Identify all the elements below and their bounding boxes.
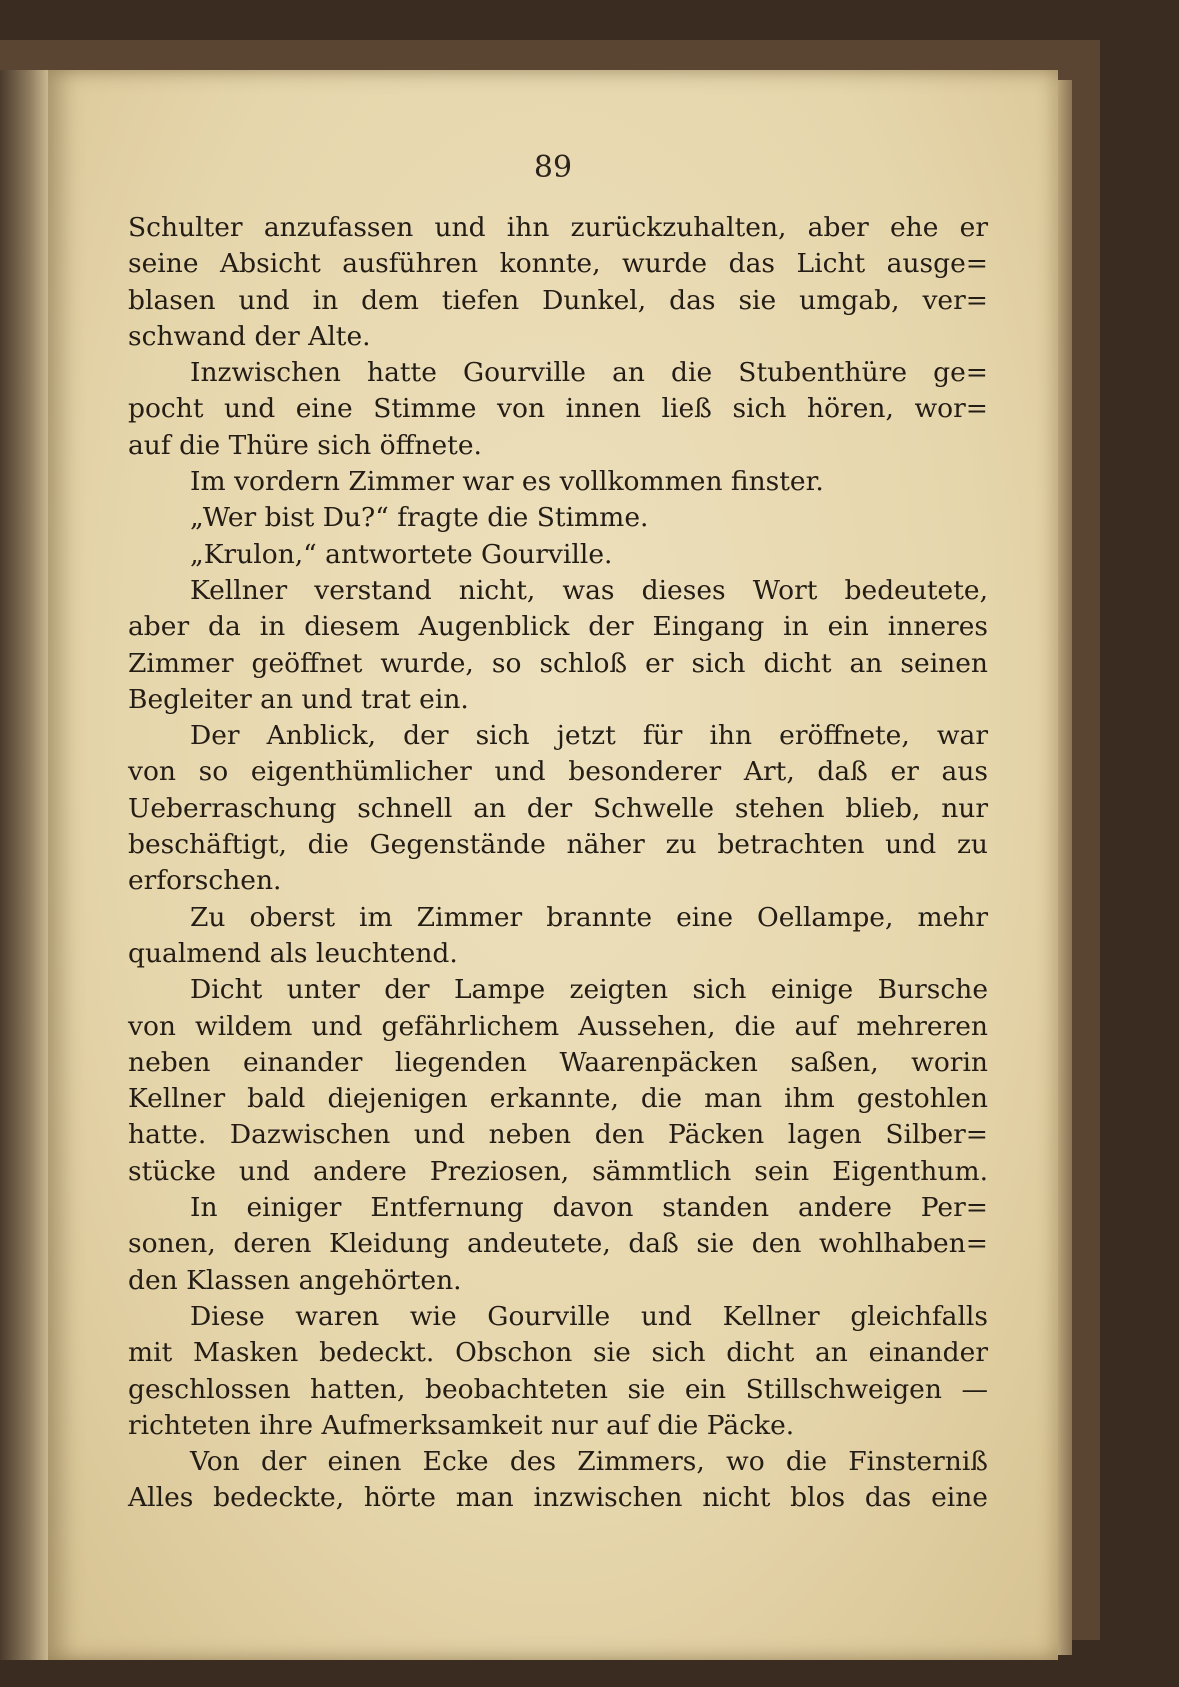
text-line: „Krulon,“ antwortete Gourville. [190, 538, 613, 570]
text-line: Von der einen Ecke des Zimmers, wo die Finsterniß [190, 1446, 988, 1478]
text-line: schwand der Alte. [128, 320, 371, 352]
text-line: Kellner bald diejenigen erkannte, die man ihm gestohlen [128, 1083, 988, 1115]
text-line: aber da in diesem Augenblick der Eingang in ein inneres [128, 611, 988, 643]
text-line: hatte. Dazwischen und neben den Päcken lagen Silber= [128, 1119, 988, 1151]
text-line: den Klassen angehörten. [128, 1264, 462, 1296]
text-line: neben einander liegenden Waarenpäcken saßen, worin [128, 1046, 988, 1078]
text-line: Schulter anzufassen und ihn zurückzuhalten, aber ehe er [128, 212, 988, 243]
text-line: qualmend als leuchtend. [128, 937, 458, 969]
text-line: seine Absicht ausführen konnte, wurde das Licht ausge= [128, 248, 988, 280]
text-line: pocht und eine Stimme von innen ließ sich hören, wor= [128, 393, 988, 425]
text-line: erforschen. [128, 865, 282, 897]
text-line: von wildem und gefährlichem Aussehen, die auf mehreren [128, 1010, 988, 1042]
text-line: von so eigenthümlicher und besonderer Art, daß er aus [128, 756, 988, 788]
text-line: beschäftigt, die Gegenstände näher zu betrachten und zu [128, 829, 988, 861]
text-line: mit Masken bedeckt. Obschon sie sich dicht an einander [128, 1337, 988, 1369]
text-line: Alles bedeckte, hörte man inzwischen nicht blos das eine [128, 1482, 988, 1514]
text-line: Begleiter an und trat ein. [128, 683, 469, 715]
text-line: Zu oberst im Zimmer brannte eine Oellampe, mehr [190, 901, 988, 933]
text-line: Im vordern Zimmer war es vollkommen finster. [190, 466, 824, 498]
text-line: In einiger Entfernung davon standen andere Per= [190, 1192, 988, 1224]
text-line: geschlossen hatten, beobachteten sie ein Stillschweigen — [128, 1373, 988, 1405]
text-line: auf die Thüre sich öffnete. [128, 429, 482, 461]
text-line: Zimmer geöffnet wurde, so schloß er sich dicht an seinen [128, 647, 988, 679]
text-line: Inzwischen hatte Gourville an die Stubenthüre ge= [190, 357, 988, 389]
text-line: sonen, deren Kleidung andeutete, daß sie den wohlhaben= [128, 1228, 988, 1260]
page-right-edge [1058, 80, 1072, 1655]
text-line: Kellner verstand nicht, was dieses Wort bedeutete, [190, 574, 988, 606]
text-line: „Wer bist Du?“ fragte die Stimme. [190, 502, 649, 534]
text-line: Dicht unter der Lampe zeigten sich einige Bursche [190, 974, 988, 1006]
book-page [48, 70, 1058, 1660]
text-line: Diese waren wie Gourville und Kellner gleichfalls [190, 1300, 988, 1332]
page-number: 89 [533, 150, 573, 185]
text-line: stücke und andere Preziosen, sämmtlich sein Eigenthum. [128, 1155, 988, 1187]
text-line: richteten ihre Aufmerksamkeit nur auf die Päcke. [128, 1409, 795, 1441]
body-text [128, 210, 988, 1517]
text-line: Ueberraschung schnell an der Schwelle stehen blieb, nur [128, 792, 988, 824]
text-line: blasen und in dem tiefen Dunkel, das sie umgab, ver= [128, 284, 988, 316]
gutter-shadow [0, 70, 48, 1660]
text-line: Der Anblick, der sich jetzt für ihn eröffnete, war [190, 720, 988, 752]
